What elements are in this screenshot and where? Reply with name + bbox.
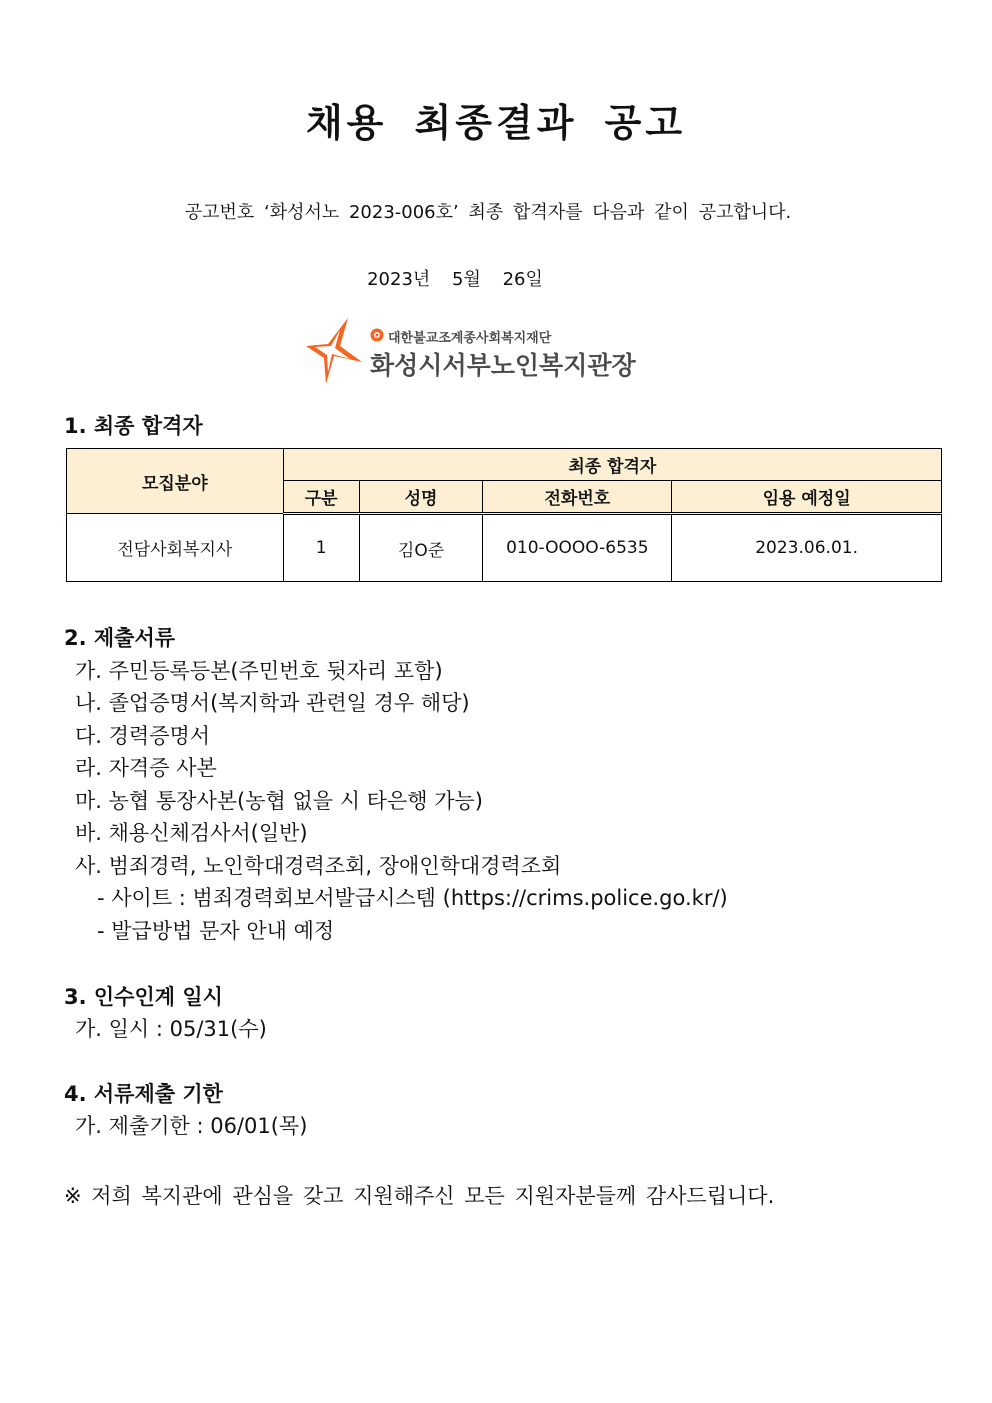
list-item: 가. 제출기한 : 06/01(목) (75, 1114, 308, 1138)
cell-phone: 010-OOOO-6535 (483, 514, 672, 582)
flame-star-icon (304, 316, 364, 386)
section4-heading: 4. 서류제출 기한 (64, 1082, 223, 1106)
col-phone-header: 전화번호 (483, 481, 672, 514)
announcement-date (300, 265, 610, 291)
org-line: 대한불교조계종사회복지재단 (388, 331, 552, 346)
date-year: 2023년 (367, 269, 431, 290)
list-item: 라. 자격증 사본 (75, 756, 217, 780)
col-date-header: 임용 예정일 (672, 481, 942, 514)
sub-list-item: - 사이트 : 범죄경력회보서발급시스템 (https://crims.police.go.kr/) (97, 886, 728, 910)
table-row (67, 514, 942, 582)
page-title: 채용 최종결과 공고 (305, 101, 687, 145)
list-item: 가. 일시 : 05/31(수) (75, 1017, 267, 1041)
final-results-table (66, 448, 942, 582)
section3-heading: 3. 인수인계 일시 (64, 985, 223, 1009)
cell-date: 2023.06.01. (672, 514, 942, 582)
col-name-header: 성명 (359, 481, 483, 514)
list-item: 바. 채용신체검사서(일반) (75, 821, 308, 845)
notice-text: 공고번호 ‘화성서노 2023-006호’ 최종 합격자를 다음과 같이 공고합니다. (184, 202, 792, 223)
col-no-header: 구분 (283, 481, 359, 514)
cell-no: 1 (283, 514, 359, 582)
col-field-header: 모집분야 (67, 449, 284, 514)
closing-note: ※ 저희 복지관에 관심을 갖고 지원해주신 모든 지원자분들께 감사드립니다. (64, 1184, 775, 1208)
dharma-wheel-icon (370, 328, 384, 342)
list-item: 나. 졸업증명서(복지학과 관련일 경우 해당) (75, 691, 470, 715)
section2-heading: 2. 제출서류 (64, 626, 176, 650)
org-name: 화성시서부노인복지관장 (370, 351, 636, 380)
list-item: 마. 농협 통장사본(농협 없을 시 타은행 가능) (75, 789, 483, 813)
organization-logo (304, 316, 634, 386)
section1-heading: 1. 최종 합격자 (64, 414, 203, 438)
date-day: 26일 (502, 269, 543, 290)
group-header: 최종 합격자 (283, 449, 941, 481)
cell-name: 김O준 (359, 514, 483, 582)
cell-field: 전담사회복지사 (67, 514, 284, 582)
list-item: 다. 경력증명서 (75, 724, 211, 748)
date-month: 5월 (452, 269, 481, 290)
list-item: 사. 범죄경력, 노인학대경력조회, 장애인학대경력조회 (75, 854, 562, 878)
list-item: 가. 주민등록등본(주민번호 뒷자리 포함) (75, 659, 443, 683)
sub-list-item: - 발급방법 문자 안내 예정 (97, 919, 335, 943)
